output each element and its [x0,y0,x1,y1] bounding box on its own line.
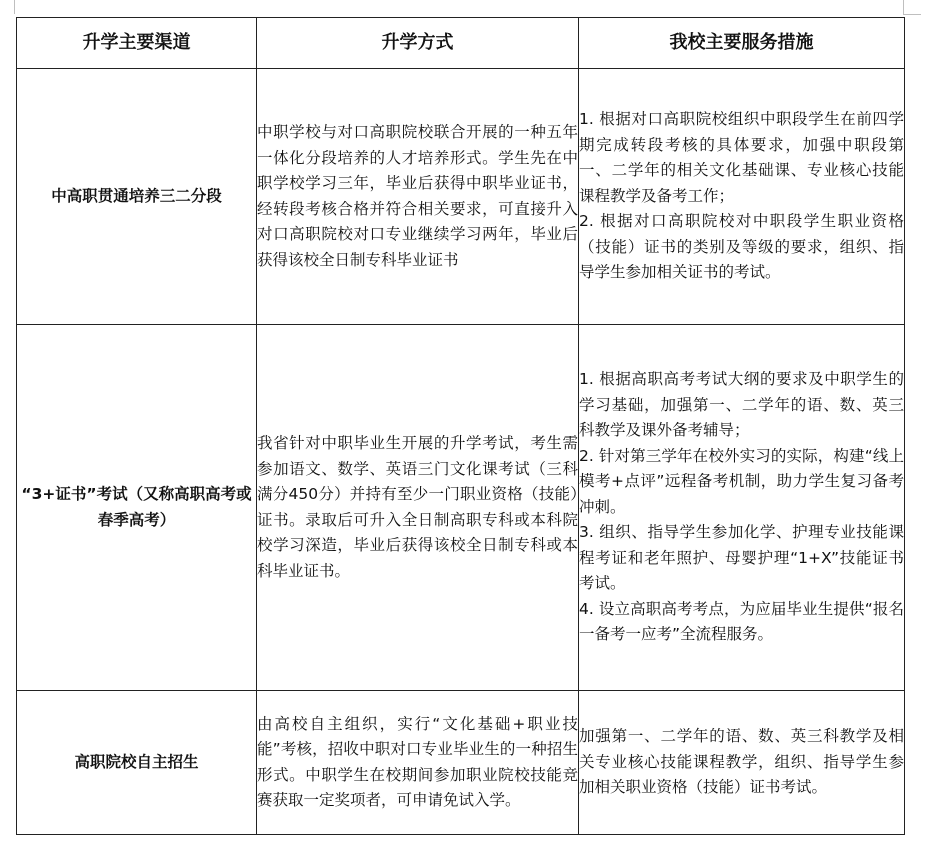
row-channel: 中高职贯通培养三二分段 [17,69,257,325]
page-corner-mark-right-h [903,14,921,15]
row-measures [579,69,905,325]
measure-item: 2. 根据对口高职院校对中职段学生职业资格（技能）证书的类别及等级的要求，组织、指导学生参加相关证书的考试。 [579,212,904,282]
header-method: 升学方式 [257,18,579,69]
measure-item: 1. 根据高职高考考试大纲的要求及中职学生的学习基础，加强第一、二学年的语、数、英三科教学及课外备考辅导； [579,370,904,440]
page-corner-mark-left [14,0,15,14]
measure-item: 加强第一、二学年的语、数、英三科教学及相关专业核心技能课程教学，组织、指导学生参加相关职业资格（技能）证书考试。 [579,727,904,797]
table-row [17,691,905,835]
measure-item: 2. 针对第三学年在校外实习的实际，构建“线上模考+点评”远程备考机制，助力学生复习备考冲刺。 [579,446,904,516]
table-row [17,325,905,691]
row-method: 中职学校与对口高职院校联合开展的一种五年一体化分段培养的人才培养形式。学生先在中职学校学习三年，毕业后获得中职毕业证书，经转段考核合格并符合相关要求，可直接升入对口高职院校对口专业继续学习两年，毕业后获得该校全日制专科毕业证书 [257,69,579,325]
measure-item: 1. 根据对口高职院校组织中职段学生在前四学期完成转段考核的具体要求，加强中职段第一、二学年的相关文化基础课、专业核心技能课程教学及备考工作； [579,110,904,205]
header-channel: 升学主要渠道 [17,18,257,69]
enrollment-channels-table [16,17,905,835]
row-channel: 高职院校自主招生 [17,691,257,835]
row-measures [579,325,905,691]
measure-item: 4. 设立高职高考考点，为应届毕业生提供“报名一备考一应考”全流程服务。 [579,599,904,644]
row-method: 由高校自主组织，实行“文化基础+职业技能”考核，招收中职对口专业毕业生的一种招生形式。中职学生在校期间参加职业院校技能竞赛获取一定奖项者，可申请免试入学。 [257,691,579,835]
row-method: 我省针对中职毕业生开展的升学考试，考生需参加语文、数学、英语三门文化课考试（三科满分450分）并持有至少一门职业资格（技能）证书。录取后可升入全日制高职专科或本科院校学习深造，毕业后获得该校全日制专科或本科毕业证书。 [257,325,579,691]
page-corner-mark-right [903,0,904,14]
header-measures: 我校主要服务措施 [579,18,905,69]
header-row [17,18,905,69]
measure-item: 3. 组织、指导学生参加化学、护理专业技能课程考证和老年照护、母婴护理“1+X”技能证书考试。 [579,523,904,593]
row-channel: “3+证书”考试（又称高职高考或春季高考） [17,325,257,691]
table-row [17,69,905,325]
row-measures [579,691,905,835]
